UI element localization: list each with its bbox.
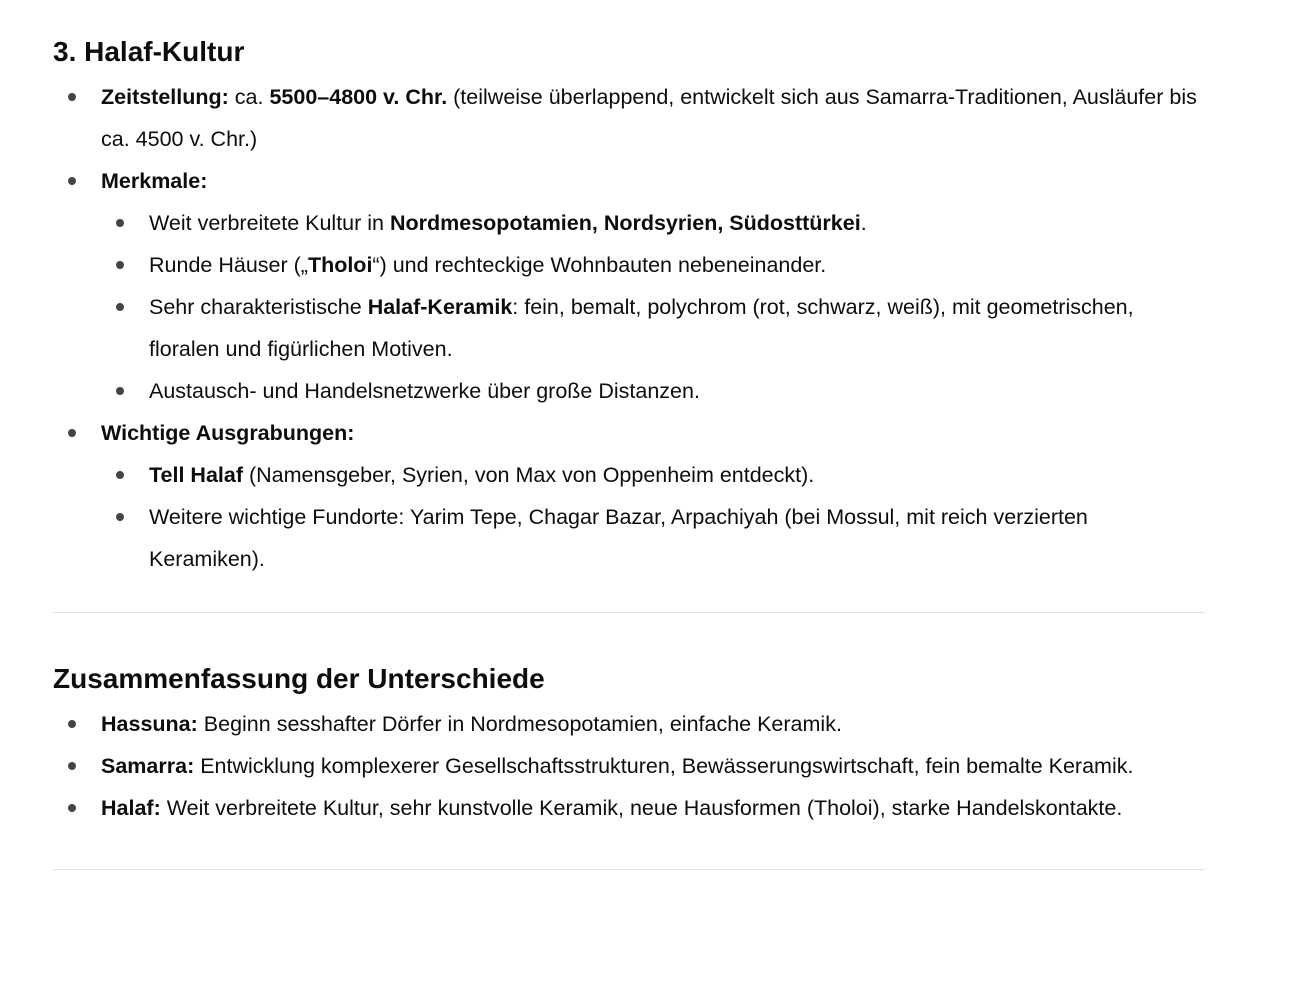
list-item-handel xyxy=(101,370,1205,412)
date-range: 5500–4800 v. Chr. xyxy=(269,85,448,109)
divider xyxy=(53,869,1205,870)
list-item-verbreitung xyxy=(101,202,1205,244)
list-item-merkmale xyxy=(53,160,1205,412)
bullet-icon xyxy=(68,720,76,728)
text: Sehr charakteristische xyxy=(149,295,368,319)
bullet-icon xyxy=(68,429,76,437)
list-item-samarra xyxy=(53,745,1205,787)
bold-text: Tell Halaf xyxy=(149,463,243,487)
bullet-icon xyxy=(68,93,76,101)
halaf-list xyxy=(53,76,1205,580)
list-item-zeitstellung xyxy=(53,76,1205,160)
text: Beginn sesshafter Dörfer in Nordmesopotamien, einfache Keramik. xyxy=(197,712,842,736)
merkmale-list xyxy=(101,202,1205,412)
text: Entwicklung komplexerer Gesellschaftsstrukturen, Bewässerungswirtschaft, fein bemalte Keramik. xyxy=(194,754,1134,778)
section-title-halaf: 3. Halaf-Kultur xyxy=(53,36,245,67)
divider xyxy=(53,612,1205,613)
list-item-fundorte xyxy=(101,496,1205,580)
label-halaf: Halaf: xyxy=(101,796,161,820)
list-item-hassuna xyxy=(53,703,1205,745)
ausgrabungen-list xyxy=(101,454,1205,580)
label-samarra: Samarra: xyxy=(101,754,195,778)
label-ausgrabungen: Wichtige Ausgrabungen: xyxy=(101,421,355,445)
text: Weitere wichtige Fundorte: Yarim Tepe, Chagar Bazar, Arpachiyah (bei Mossul, mit reich verzierten Keramiken). xyxy=(149,505,1088,571)
text: Weit verbreitete Kultur, sehr kunstvolle Keramik, neue Hausformen (Tholoi), starke Handelskontakte. xyxy=(160,796,1123,820)
bold-text: Halaf-Keramik xyxy=(367,295,513,319)
bullet-icon xyxy=(116,387,124,395)
bold-text: Tholoi xyxy=(307,253,373,277)
list-item-haeuser xyxy=(101,244,1205,286)
list-item-ausgrabungen xyxy=(53,412,1205,580)
section-summary xyxy=(53,655,1205,829)
text: Runde Häuser („ xyxy=(149,253,308,277)
summary-list xyxy=(53,703,1205,829)
bullet-icon xyxy=(68,762,76,770)
list-item-tell-halaf xyxy=(101,454,1205,496)
label-hassuna: Hassuna: xyxy=(101,712,198,736)
text: “) und rechteckige Wohnbauten nebeneinander. xyxy=(372,253,827,277)
section-halaf xyxy=(53,28,1205,580)
list-item-halaf xyxy=(53,787,1205,829)
label-merkmale: Merkmale: xyxy=(101,169,208,193)
text: . xyxy=(860,211,867,235)
bullet-icon xyxy=(68,177,76,185)
text-zeitstellung-rest: (teilweise überlappend, entwickelt sich aus Samarra-Traditionen, Ausläufer bis ca. 4500 v. Chr.) xyxy=(101,85,1197,151)
bullet-icon xyxy=(116,303,124,311)
bullet-icon xyxy=(68,804,76,812)
bullet-icon xyxy=(116,261,124,269)
text-ca: ca. xyxy=(228,85,270,109)
list-item-keramik xyxy=(101,286,1205,370)
bullet-icon xyxy=(116,219,124,227)
bold-text: Nordmesopotamien, Nordsyrien, Südosttürkei xyxy=(389,211,861,235)
text: (Namensgeber, Syrien, von Max von Oppenheim entdeckt). xyxy=(243,463,815,487)
label-zeitstellung: Zeitstellung: xyxy=(101,85,229,109)
message-content xyxy=(53,28,1205,870)
text: : fein, bemalt, polychrom (rot, schwarz, weiß), mit geometrischen, floralen und figürlichen Motiven. xyxy=(149,295,1134,361)
bullet-icon xyxy=(116,513,124,521)
text: Weit verbreitete Kultur in xyxy=(149,211,390,235)
bullet-icon xyxy=(116,471,124,479)
section-title-summary: Zusammenfassung der Unterschiede xyxy=(53,663,545,694)
text: Austausch- und Handelsnetzwerke über große Distanzen. xyxy=(149,379,700,403)
